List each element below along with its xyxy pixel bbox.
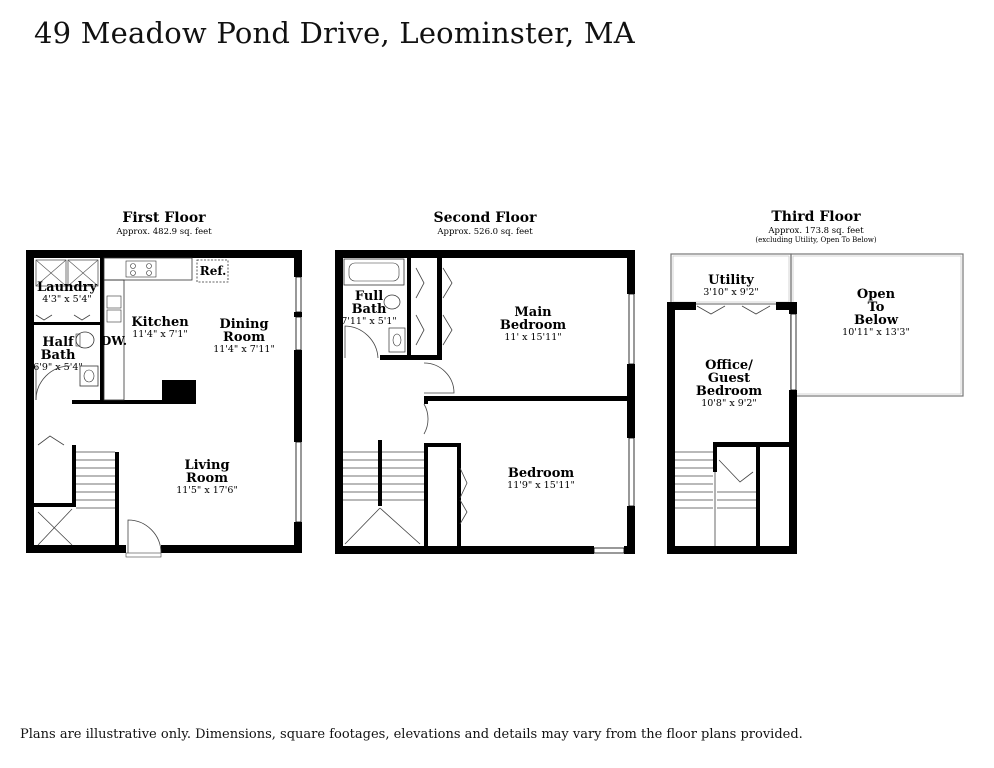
second-floor-area: Approx. 526.0 sq. feet	[437, 227, 533, 237]
room-full-bath-dimensions: 7'11" x 5'1"	[341, 316, 397, 327]
room-utility-dimensions: 3'10" x 9'2"	[703, 287, 759, 298]
room-office-dimensions: 10'8" x 9'2"	[701, 398, 757, 409]
page-title: 49 Meadow Pond Drive, Leominster, MA	[34, 16, 635, 50]
dishwasher-label: DW.	[100, 334, 128, 348]
room-living-label-2: Room	[186, 471, 228, 486]
room-half-bath-dimensions: 6'9" x 5'4"	[33, 362, 83, 373]
second-floor-title: Second Floor	[433, 210, 537, 226]
room-dining-label-2: Room	[223, 330, 265, 345]
room-half-bath-label-2: Bath	[40, 348, 76, 363]
room-bedroom-label: Bedroom	[507, 466, 575, 481]
room-laundry-label: Laundry	[37, 280, 97, 295]
room-living-label-1: Living	[184, 458, 230, 473]
room-living-dimensions: 11'5" x 17'6"	[176, 485, 238, 496]
room-kitchen-label: Kitchen	[131, 315, 189, 330]
second-floor-plan	[335, 210, 635, 554]
room-office-label-3: Bedroom	[695, 384, 763, 399]
refrigerator-label: Ref.	[199, 264, 227, 278]
third-floor-plan	[667, 209, 963, 554]
first-floor-title: First Floor	[122, 210, 206, 226]
room-open-below-label-3: Below	[853, 313, 899, 328]
room-office-label-1: Office/	[705, 358, 753, 373]
first-floor-plan	[26, 210, 302, 557]
third-floor-area: Approx. 173.8 sq. feet	[768, 226, 864, 236]
room-main-bedroom-label-1: Main	[514, 305, 552, 320]
third-floor-title: Third Floor	[771, 209, 861, 225]
room-laundry-dimensions: 4'3" x 5'4"	[42, 294, 92, 305]
room-open-below-dimensions: 10'11" x 13'3"	[842, 327, 910, 338]
room-full-bath-label-1: Full	[354, 289, 384, 304]
room-bedroom-dimensions: 11'9" x 15'11"	[507, 480, 575, 491]
room-utility-label: Utility	[708, 273, 754, 288]
room-full-bath-label-2: Bath	[351, 302, 387, 317]
first-floor-area: Approx. 482.9 sq. feet	[116, 227, 212, 237]
room-kitchen-dimensions: 11'4" x 7'1"	[132, 329, 188, 340]
room-open-below-label-2: To	[867, 300, 885, 315]
disclaimer-text: Plans are illustrative only. Dimensions, square footages, elevations and details may vary from the floor plans provided.	[20, 727, 803, 742]
room-dining-dimensions: 11'4" x 7'11"	[213, 344, 275, 355]
room-open-below-label-1: Open	[856, 287, 896, 302]
room-half-bath-label-1: Half	[42, 335, 74, 350]
room-office-label-2: Guest	[707, 371, 751, 386]
third-floor-note: (excluding Utility, Open To Below)	[755, 236, 877, 244]
room-main-bedroom-label-2: Bedroom	[499, 318, 567, 333]
room-main-bedroom-dimensions: 11' x 15'11"	[504, 332, 562, 343]
room-dining-label-1: Dining	[219, 317, 269, 332]
